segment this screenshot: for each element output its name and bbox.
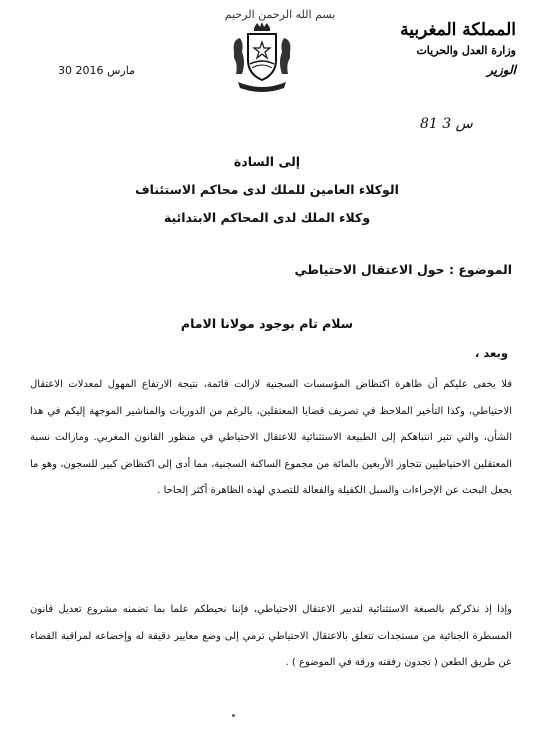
ministry-header — [366, 20, 516, 77]
addressee-line-3: وكلاء الملك لدى المحاكم الابتدائية — [163, 210, 371, 225]
basmala-header: بسم الله الرحمن الرحيم — [224, 8, 336, 21]
paragraph-text: وإذا إذ نذكركم بالصبغة الاستثنائية لتدبير الاعتقال الاحتياطي، فإننا نحيطكم علما بما تضمنه مشروع تعديل قانون المسطرة الجنائية من مستجدات تتعلق بالاعتقال الاحتياطي ترمي إلى وضع معايير دقيقة له وإخضاعه لمراقبة القضاء عن طريق الطعن ( تجدون رفقته ورقة في الموضوع ) . — [30, 604, 512, 669]
addressee-line-1: إلى السادة — [233, 154, 301, 169]
royal-emblem-icon — [228, 22, 296, 94]
page-dot — [232, 714, 235, 717]
reference-number: 81 س 3 — [420, 116, 473, 132]
ministry-name: وزارة العدل والحريات — [416, 44, 516, 57]
letter-subject: الموضوع : حول الاعتقال الاحتياطي — [294, 262, 512, 277]
body-paragraph-1 — [30, 372, 512, 505]
addressee-line-2: الوكلاء العامين للملك لدى محاكم الاستئناف — [135, 182, 399, 197]
letter-date: 30 مارس 2016 — [58, 64, 135, 77]
opening-phrase: وبعد ، — [475, 346, 508, 360]
body-paragraph-2 — [30, 597, 512, 677]
kingdom-name: المملكة المغربية — [400, 20, 516, 40]
paragraph-text: فلا يخفى عليكم أن ظاهرة اكتظاض المؤسسات السجنية لازالت قائمة، نتيجة الارتفاع المهول لمعدلات الاعتقال الاحتياطي، وكذا التأخير الملاحظ في تصريف قضايا المعتقلين، بالرغم من الدوريات والمناشير الموجهة إليكم في هذا الشأن، والتي تثير انتباهكم إلى الطبيعة الاستثنائية للاعتقال الاحتياطي في منظور القانون المغربي. ومازالت نسبة المعتقلين الاحتياطيين تتجاوز الأربعين بالمائة من مجموع الساكنة السجنية، مما أدى إلى اكتظاض كبير للسجون، وهو ما يجعل البحث عن الإجراءات والسبل الكفيلة والفعالة للتصدي لهذه الظاهرة أكثر إلحاحا . — [30, 379, 512, 497]
minister-title: الوزير — [487, 63, 516, 77]
greeting: سلام تام بوجود مولانا الامام — [180, 316, 354, 331]
